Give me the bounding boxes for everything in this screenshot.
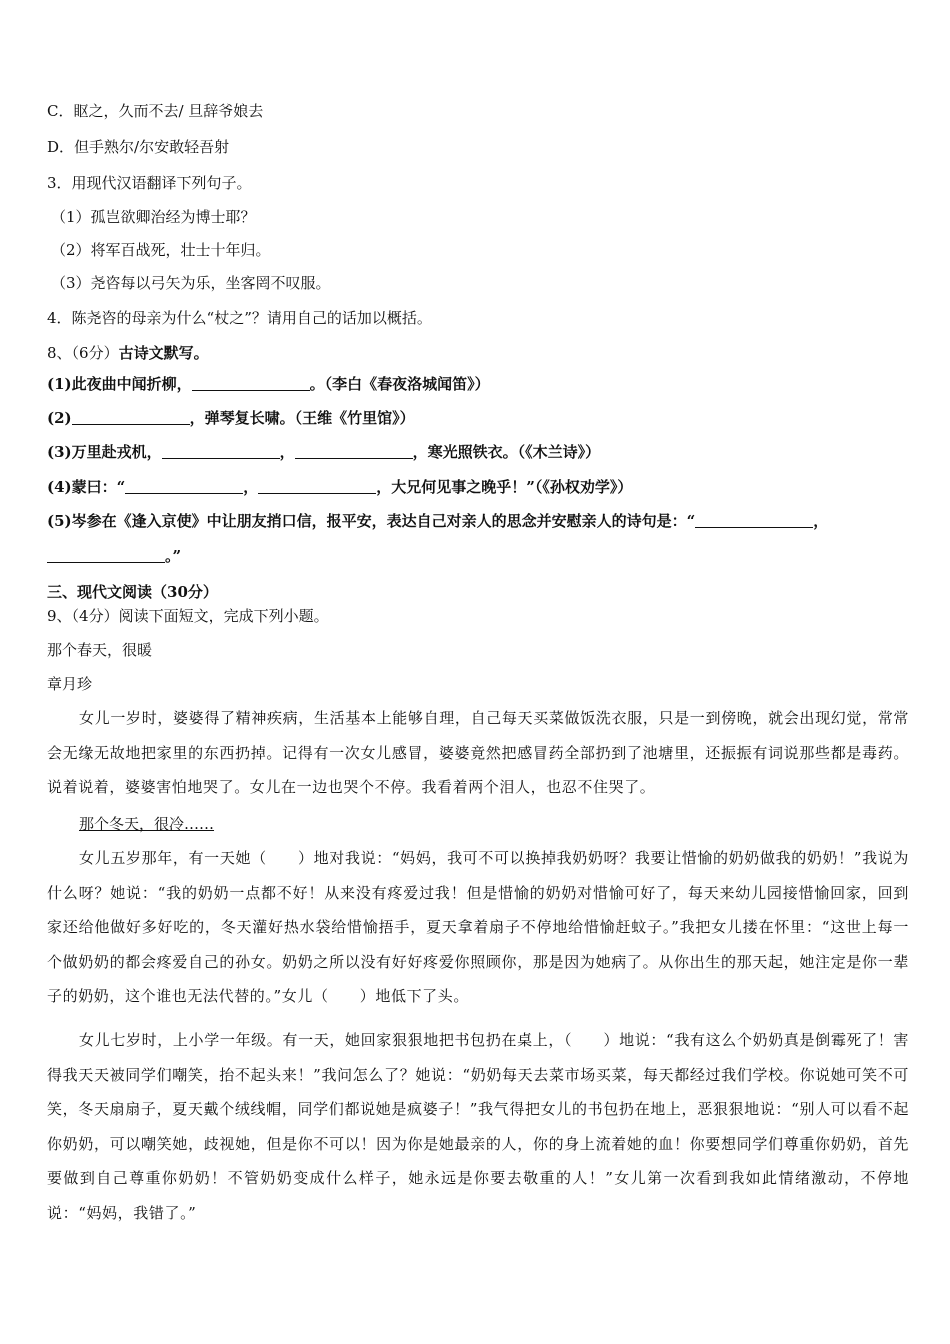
paragraph-3: 女儿七岁时，上小学一年级。有一天，她回家狠狠地把书包扔在桌上，（ ）地说：“我有这么个奶奶真是倒霉死了！害得我天天被同学们嘲笑，抬不起头来！”我问怎么了？她说：“奶奶每天去菜市场买菜，每天都经过我们学校。你说她可笑不可笑，冬天扇扇子，夏天戴个绒线帽，同学们都说她是疯婆子！”我气得把女儿的书包扔在地上，恶狠狠地说：“别人可以看不起你奶奶，可以嘲笑她，歧视她，但是你不可以！因为你是她最亲的人，你的身上流着她的血！你要想同学们尊重你奶奶，首先要做到自己尊重你奶奶！不管奶奶变成什么样子，她永远是你要去敬重的人！”女儿第一次看到我如此情绪激动，不停地说：“妈妈，我错了。” (47, 1031, 909, 1222)
q8-line-2: (2) ，弹琴复长啸。（王维《竹里馆》） (47, 409, 415, 427)
q8-line-5: (5)岑参在《逢入京使》中让朋友捎口信，报平安，表达自己对亲人的思念并安慰亲人的诗句是：“ ， (47, 512, 829, 530)
question-9: 9、（4分）阅读下面短文，完成下列小题。 (47, 607, 329, 625)
question-8-header (47, 342, 209, 364)
q8-line-3: (3)万里赴戎机， ， ，寒光照铁衣。（《木兰诗》） (47, 443, 601, 461)
question-3: 3．用现代汉语翻译下列句子。 (47, 174, 252, 192)
q8-line-5-cont: 。” (47, 545, 181, 567)
paragraph-2: 女儿五岁那年，有一天她（ ）地对我说：“妈妈，我可不可以换掉我奶奶呀？我要让惜愉的奶奶做我的奶奶！”我说为什么呀？她说：“我的奶奶一点都不好！从来没有疼爱过我！但是惜愉的奶奶对惜愉可好了，每天来幼儿园接惜愉回家，回到家还给他做好多好吃的，冬天灌好热水袋给惜愉捂手，夏天拿着扇子不停地给惜愉赶蚊子。”我把女儿搂在怀里：“这世上每一个做奶奶的都会疼爱自己的孙女。奶奶之所以没有好好疼爱你照顾你，那是因为她病了。从你出生的那天起，她注定是你一辈子的奶奶，这个谁也无法代替的。”女儿（ ）地低下了头。 (47, 849, 909, 1005)
question-4: 4．陈尧咨的母亲为什么“杖之”？请用自己的话加以概括。 (47, 309, 432, 327)
q8-line-4: (4)蒙曰：“ ， ，大兄何见事之晚乎！”（《孙权劝学》） (47, 478, 633, 496)
answer-blank[interactable] (695, 513, 813, 528)
question-8-title: 古诗文默写。 (118, 344, 209, 362)
article-title: 那个春天，很暖 (47, 641, 153, 659)
section-3-heading: 三、现代文阅读（30分） (47, 583, 218, 601)
option-c: C．眍之，久而不去/ 旦辞爷娘去 (47, 102, 264, 120)
answer-blank[interactable] (47, 548, 165, 563)
answer-blank[interactable] (125, 479, 243, 494)
paragraph-1: 女儿一岁时，婆婆得了精神疾病，生活基本上能够自理，自己每天买菜做饭洗衣服，只是一到傍晚，就会出现幻觉，常常会无缘无故地把家里的东西扔掉。记得有一次女儿感冒，婆婆竟然把感冒药全部扔到了池塘里，还振振有词说那些都是毒药。说着说着，婆婆害怕地哭了。女儿在一边也哭个不停。我看着两个泪人，也忍不住哭了。 (47, 709, 909, 796)
question-3-item-1: （1）孤岂欲卿治经为博士耶？ (51, 208, 256, 226)
answer-blank[interactable] (162, 444, 280, 459)
question-3-item-2: （2）将军百战死，壮士十年归。 (51, 241, 271, 259)
subheading-winter: 那个冬天，很冷…… (79, 815, 215, 833)
answer-blank[interactable] (295, 444, 413, 459)
answer-blank[interactable] (72, 410, 190, 425)
article-author: 章月珍 (47, 675, 93, 693)
question-3-item-3: （3）尧咨每以弓矢为乐，坐客罔不叹服。 (51, 274, 331, 292)
question-8-number: 8、（6分） (47, 344, 119, 362)
q8-line-1: (1)此夜曲中闻折柳， 。（李白《春夜洛城闻笛》） (47, 375, 490, 393)
answer-blank[interactable] (258, 479, 376, 494)
option-d: D．但手熟尔/尔安敢轻吾射 (47, 138, 230, 156)
answer-blank[interactable] (192, 376, 310, 391)
